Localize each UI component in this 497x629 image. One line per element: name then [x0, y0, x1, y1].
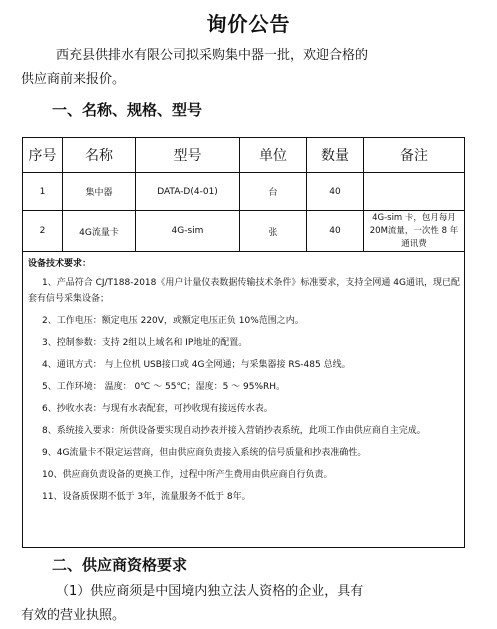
cell-model: 4G-sim — [136, 211, 240, 252]
cell-unit: 张 — [240, 211, 307, 252]
cell-unit: 台 — [240, 173, 307, 211]
cell-model: DATA-D(4-01) — [136, 173, 240, 211]
header-cell: 型号 — [136, 138, 240, 173]
intro-line-1: 西充县供排水有限公司拟采购集中器一批，欢迎合格的 — [56, 48, 369, 63]
header-cell: 单位 — [240, 138, 307, 173]
section-heading-spec: 一、名称、规格、型号 — [52, 101, 203, 119]
requirement-item: 11、设备质保期不低于 3年，流量服务不低于 8年。 — [42, 492, 251, 502]
qualification-paragraph — [21, 580, 456, 628]
requirement-item: 1、产品符合 CJ/T188-2018《用户计量仪表数据传输技术条件》标准要求，支持全网通 4G通讯，现已配套有信号采集设备； — [28, 278, 460, 304]
cell-qty: 40 — [307, 173, 364, 211]
header-cell: 备注 — [364, 138, 465, 173]
cell-qty: 40 — [307, 211, 364, 252]
requirement-item: 4、通讯方式： 与上位机 USB接口或 4G全网通；与采集器接 RS-485 总线。 — [42, 360, 351, 370]
header-cell: 名称 — [63, 138, 136, 173]
cell-name: 集中器 — [63, 173, 136, 211]
cell-note: 4G-sim 卡，包月每月 20M流量，一次性 8 年通讯费 — [364, 211, 465, 252]
cell-no: 1 — [23, 173, 63, 211]
requirement-item: 10、供应商负责设备的更换工作，过程中所产生费用由供应商自行负责。 — [42, 470, 333, 480]
requirement-item: 5、工作环境： 温度： 0℃ ～ 55℃；湿度：5 ～ 95%RH。 — [42, 382, 286, 392]
table-row — [23, 211, 465, 252]
requirements-title: 设备技术要求： — [28, 259, 92, 269]
intro-paragraph — [21, 44, 456, 92]
section-heading-qualification: 二、供应商资格要求 — [52, 556, 188, 574]
header-cell: 序号 — [23, 138, 63, 173]
requirements-row — [23, 252, 465, 548]
requirement-item: 8、系统接入要求：所供设备要实现自动抄表并接入营销抄表系统，此项工作由供应商自主完成。 — [42, 426, 426, 436]
intro-line-2: 供应商前来报价。 — [21, 72, 126, 87]
table-header-row — [23, 138, 465, 173]
spec-table — [22, 137, 465, 548]
requirement-item: 9、4G流量卡不限定运营商，但由供应商负责接入系统的信号质量和抄表准确性。 — [42, 448, 367, 458]
cell-no: 2 — [23, 211, 63, 252]
qualification-line-1: （1）供应商须是中国境内独立法人资格的企业，具有 — [56, 584, 364, 599]
document-title: 询价公告 — [206, 12, 291, 36]
requirement-item: 2、工作电压：额定电压 220V，或额定电压正负 10%范围之内。 — [42, 316, 304, 326]
requirement-item: 6、抄收水表：与现有水表配套，可抄收现有接远传水表。 — [42, 404, 273, 414]
qualification-line-2: 有效的营业执照。 — [21, 608, 126, 623]
table-row — [23, 173, 465, 211]
requirement-item: 3、控制参数：支持 2组以上域名和 IP地址的配置。 — [42, 338, 248, 348]
header-cell: 数量 — [307, 138, 364, 173]
cell-note — [364, 173, 465, 211]
cell-name: 4G流量卡 — [63, 211, 136, 252]
requirements-cell — [23, 252, 465, 548]
